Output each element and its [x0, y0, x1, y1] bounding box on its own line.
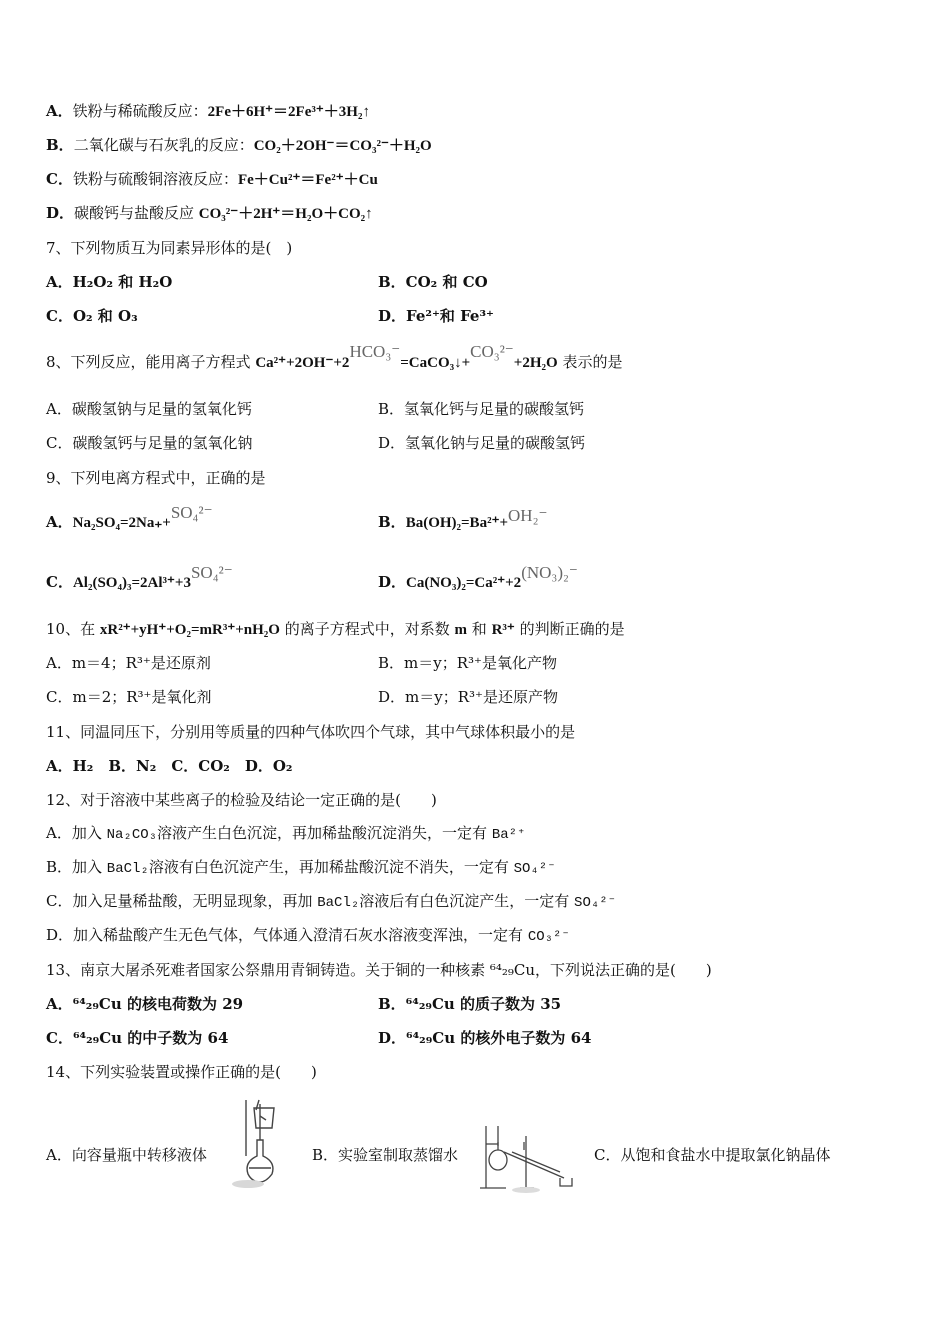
q10-stem: 10、在 xR²⁺+yH⁺+O₂=mR³⁺+nH₂O 的离子方程式中，对系数 m 和 R³⁺ 的判断正确的是 [46, 620, 625, 638]
q9-stem: 9、下列电离方程式中，正确的是 [46, 469, 266, 487]
q9-option-d: D．Ca(NO₃)₂=Ca²⁺+2(NO₃)₂⁻ [378, 563, 578, 591]
q8-option-b: B．氢氧化钙与足量的碳酸氢钙 [378, 400, 585, 418]
q12-stem: 12、对于溶液中某些离子的检验及结论一定正确的是( ) [46, 791, 437, 809]
q8-option-d: D．氢氧化钠与足量的碳酸氢钙 [378, 434, 586, 452]
q8-hco3-formula: HCO₃⁻ [349, 342, 401, 361]
q13-option-a: A．⁶⁴₂₉Cu 的核电荷数为 29 [46, 995, 244, 1013]
q14-stem: 14、下列实验装置或操作正确的是( ) [46, 1063, 317, 1081]
q10-option-a: A．m＝4；R³⁺是还原剂 [46, 654, 211, 672]
q12-option-c: C．加入足量稀盐酸，无明显现象，再加 BaCl₂溶液后有白色沉淀产生，一定有 SO₄²⁻ [46, 892, 617, 911]
q13-option-c: C．⁶⁴₂₉Cu 的中子数为 64 [46, 1029, 229, 1047]
q11-stem: 11、同温同压下，分别用等质量的四种气体吹四个气球，其中气球体积最小的是 [46, 723, 576, 741]
q7-option-a: A．H₂O₂ 和 H₂O [46, 273, 173, 291]
q7-stem: 7、下列物质互为同素异形体的是( ) [46, 239, 293, 257]
q8-option-c: C．碳酸氢钙与足量的氢氧化钠 [46, 434, 253, 452]
q9-option-b: B．Ba(OH)₂=Ba²⁺+OH₂⁻ [378, 506, 548, 531]
q7-option-d: D．Fe²⁺和 Fe³⁺ [378, 307, 494, 325]
q14-option-b: B．实验室制取蒸馏水 [312, 1146, 459, 1164]
q12-option-b: B．加入 BaCl₂溶液有白色沉淀产生，再加稀盐酸沉淀不消失，一定有 SO₄²⁻ [46, 858, 556, 877]
volumetric-flask-diagram [226, 1098, 292, 1190]
q8-co3-formula: CO₃²⁻ [470, 342, 514, 361]
q9-option-c: C．Al₂(SO₄)₃=2Al³⁺+3SO₄²⁻ [46, 563, 233, 591]
q6-option-c: C．铁粉与硫酸铜溶液反应：Fe＋Cu²⁺＝Fe²⁺＋Cu [46, 170, 378, 188]
q10-option-c: C．m＝2；R³⁺是氧化剂 [46, 688, 212, 706]
q6-option-b: B．二氧化碳与石灰乳的反应：CO₂＋2OH⁻＝CO₃²⁻＋H₂O [46, 136, 432, 154]
q14-option-c: C．从饱和食盐水中提取氯化钠晶体 [594, 1146, 831, 1164]
q6-option-d: D．碳酸钙与盐酸反应 CO₃²⁻＋2H⁺＝H₂O＋CO₂↑ [46, 204, 373, 222]
q11-options: A．H₂ B．N₂ C．CO₂ D．O₂ [46, 757, 293, 775]
q7-option-b: B．CO₂ 和 CO [378, 273, 488, 291]
q6-option-a: A．铁粉与稀硫酸反应：2Fe＋6H⁺＝2Fe³⁺＋3H₂↑ [46, 102, 370, 120]
q9-option-a: A．Na₂SO₄=2Na₊+SO₄²⁻ [46, 503, 213, 531]
q14-option-a: A．向容量瓶中转移液体 [46, 1146, 207, 1164]
q8-option-a: A．碳酸氢钠与足量的氢氧化钙 [46, 400, 252, 418]
q10-option-d: D．m＝y；R³⁺是还原产物 [378, 688, 558, 706]
q7-option-c: C．O₂ 和 O₃ [46, 307, 138, 325]
q13-option-d: D．⁶⁴₂₉Cu 的核外电子数为 64 [378, 1029, 592, 1047]
q10-option-b: B．m＝y；R³⁺是氧化产物 [378, 654, 557, 672]
q12-option-a: A．加入 Na₂CO₃溶液产生白色沉淀，再加稀盐酸沉淀消失，一定有 Ba²⁺ [46, 824, 526, 843]
q13-option-b: B．⁶⁴₂₉Cu 的质子数为 35 [378, 995, 562, 1013]
q12-option-d: D．加入稀盐酸产生无色气体，气体通入澄清石灰水溶液变浑浊，一定有 CO₃²⁻ [46, 926, 570, 945]
distillation-apparatus-diagram [476, 1122, 586, 1194]
q8-stem: 8、下列反应，能用离子方程式 Ca²⁺+2OH⁻+2HCO₃⁻=CaCO₃↓+CO₃²⁻+2H₂O 表示的是 [46, 342, 623, 371]
q13-stem: 13、南京大屠杀死难者国家公祭鼎用青铜铸造。关于铜的一种核素 ⁶⁴₂₉Cu，下列说法正确的是( ) [46, 961, 712, 979]
